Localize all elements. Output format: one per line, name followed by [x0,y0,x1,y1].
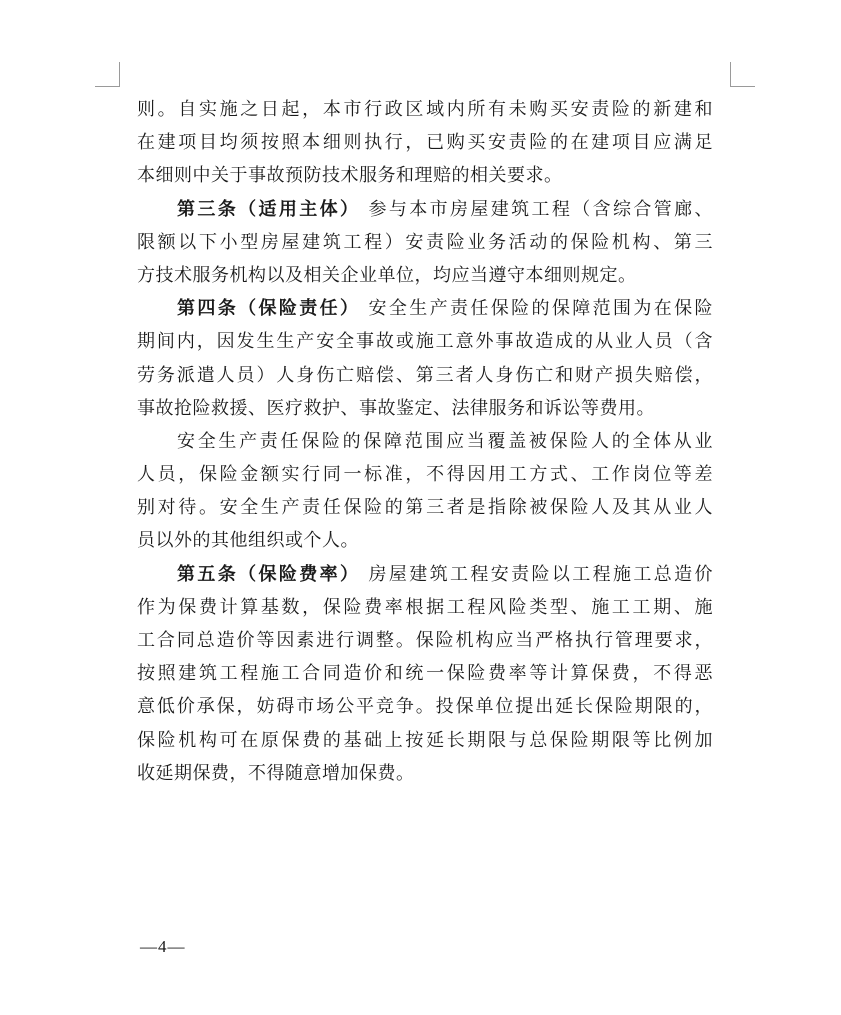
text-line [137,425,713,458]
line-text: 安全生产责任保险的保障范围为在保险 [368,298,714,320]
line-text: 意低价承保，妨碍市场公平竞争。投保单位提出延长保险期限的， [137,696,713,718]
text-line [137,558,713,591]
text-line [137,392,713,425]
text-line [137,259,713,292]
line-text: 保险机构可在原保费的基础上按延长期限与总保险期限等比例加 [137,729,713,751]
text-line [137,193,713,226]
line-text: 按照建筑工程施工合同造价和统一保险费率等计算保费，不得恶 [137,663,713,685]
line-text: 期间内，因发生生产安全事故或施工意外事故造成的从业人员（含 [137,331,713,353]
line-text: 员以外的其他组织或个人。 [137,530,359,552]
text-line [137,724,713,757]
line-text: 作为保费计算基数，保险费率根据工程风险类型、施工工期、施 [137,596,713,618]
line-text: 限额以下小型房屋建筑工程）安责险业务活动的保险机构、第三 [137,231,713,253]
text-line [137,458,713,491]
line-text: 人员，保险金额实行同一标准，不得因用工方式、工作岗位等差 [137,464,713,486]
line-text: 方技术服务机构以及相关企业单位，均应当遵守本细则规定。 [137,264,637,286]
text-line [137,491,713,524]
document-body [137,93,713,790]
line-text: 劳务派遣人员）人身伤亡赔偿、第三者人身伤亡和财产损失赔偿， [137,364,713,386]
text-line [137,126,713,159]
page-number: —4— [140,937,186,956]
article-heading: 第五条（保险费率） [177,563,361,585]
text-line [137,690,713,723]
left-crop-mark [95,62,120,87]
line-text: 别对待。安全生产责任保险的第三者是指除被保险人及其从业人 [137,497,713,519]
article-heading: 第三条（适用主体） [177,198,361,220]
line-text: 参与本市房屋建筑工程（含综合管廊、 [368,198,714,220]
text-line [137,657,713,690]
line-text: 房屋建筑工程安责险以工程施工总造价 [368,563,714,585]
line-text: 事故抢险救援、医疗救护、事故鉴定、法律服务和诉讼等费用。 [137,397,655,419]
text-line [137,325,713,358]
text-line [137,93,713,126]
text-line [137,359,713,392]
line-text: 本细则中关于事故预防技术服务和理赔的相关要求。 [137,165,563,187]
line-text: 在建项目均须按照本细则执行，已购买安责险的在建项目应满足 [137,132,713,154]
line-text: 安全生产责任保险的保障范围应当覆盖被保险人的全体从业 [177,430,713,452]
line-text: 工合同总造价等因素进行调整。保险机构应当严格执行管理要求， [137,630,713,651]
text-line [137,757,713,790]
text-line [137,524,713,557]
text-line [137,226,713,259]
right-crop-mark [730,62,755,87]
text-line [137,292,713,325]
text-line [137,159,713,192]
text-line [137,591,713,624]
line-text: 则。自实施之日起，本市行政区域内所有未购买安责险的新建和 [137,99,713,120]
line-text: 收延期保费，不得随意增加保费。 [137,762,415,784]
article-heading: 第四条（保险责任） [177,298,361,320]
text-line [137,624,713,657]
